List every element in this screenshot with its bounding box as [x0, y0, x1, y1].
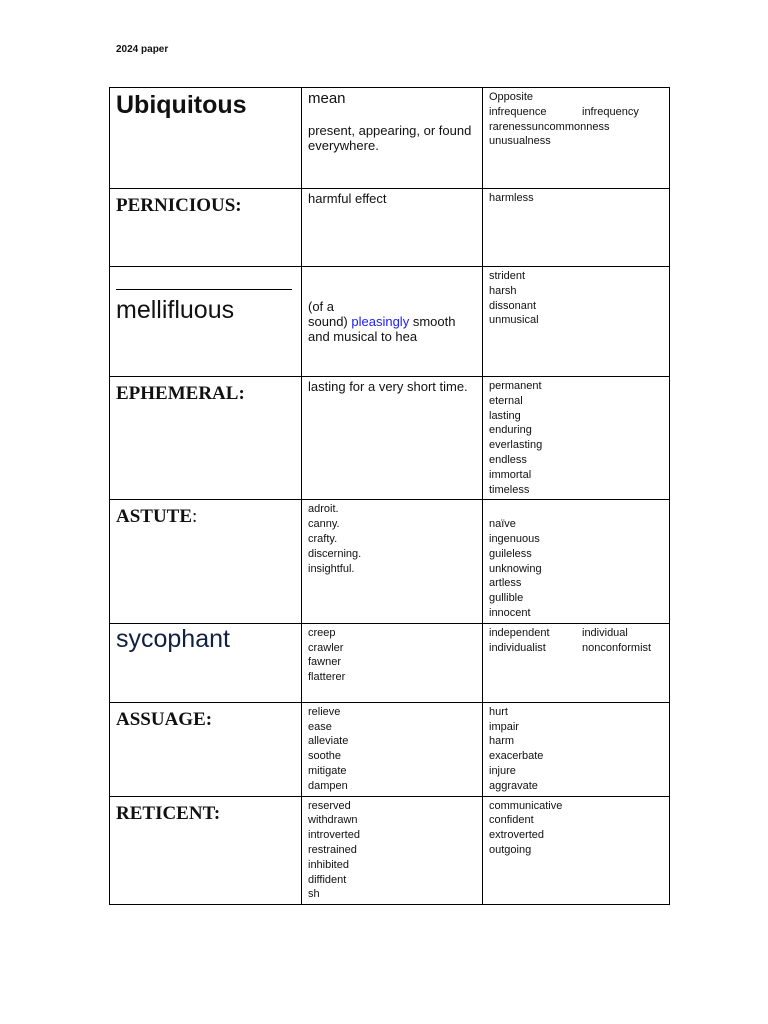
page-header: 2024 paper	[116, 44, 169, 55]
list-item: timeless	[489, 483, 530, 496]
list-item: rareness	[489, 120, 532, 133]
opposite-cell	[483, 796, 670, 905]
list-item: permanent	[489, 380, 542, 392]
vocab-word: mellifluous	[116, 296, 235, 324]
list-item: harsh	[489, 284, 517, 297]
list-item: withdrawn	[308, 814, 358, 827]
meaning-text: present, appearing, or found everywhere.	[308, 123, 472, 153]
list-item: dissonant	[489, 299, 537, 312]
list-item: introverted	[308, 829, 360, 842]
divider	[116, 289, 292, 290]
meaning-text: sound)	[308, 314, 352, 329]
word-cell	[110, 88, 302, 189]
list-item: uncommonness	[531, 120, 610, 133]
table-row	[110, 623, 670, 702]
list-item: harm	[489, 735, 515, 748]
list-item: unknowing	[489, 562, 542, 575]
vocab-word: Ubiquitous	[116, 91, 247, 119]
meaning-text: harmful effect	[308, 191, 387, 206]
list-item: individualist	[489, 641, 546, 654]
list-item: fawner	[308, 656, 342, 669]
list-item: enduring	[489, 424, 532, 437]
list-item: relieve	[308, 705, 341, 718]
list-item: sh	[308, 888, 320, 901]
word-cell	[110, 267, 302, 377]
list-item: diffident	[308, 873, 347, 886]
list-item: insightful.	[308, 562, 355, 575]
list-item: guileless	[489, 547, 532, 560]
vocab-word: ASSUAGE:	[116, 708, 213, 730]
meaning-text: lasting for a very short time.	[308, 379, 468, 394]
word-cell	[110, 189, 302, 267]
list-item: alleviate	[308, 735, 349, 748]
list-item: artless	[489, 577, 522, 590]
vocab-word: RETICENT:	[116, 802, 221, 824]
list-item: flatterer	[308, 671, 346, 684]
word-cell	[110, 796, 302, 905]
list-item: outgoing	[489, 843, 532, 856]
list-item: discerning.	[308, 547, 362, 560]
table-row	[110, 377, 670, 500]
list-item: injure	[489, 764, 516, 777]
list-item: crafty.	[308, 532, 338, 545]
list-item: infrequence	[489, 105, 547, 118]
list-item: harmless	[489, 192, 534, 204]
meaning-cell	[302, 500, 483, 623]
list-item: lasting	[489, 409, 521, 422]
list-item: creep	[308, 626, 336, 639]
list-item: strident	[489, 270, 526, 282]
list-item: naïve	[489, 518, 516, 531]
list-item: independent	[489, 626, 550, 639]
opposite-header: Opposite	[489, 91, 534, 103]
meaning-text: smooth	[409, 314, 456, 329]
list-item: mitigate	[308, 764, 347, 777]
list-item: adroit.	[308, 503, 339, 516]
list-item: unusualness	[489, 135, 551, 148]
list-item: eternal	[489, 394, 523, 407]
opposite-cell	[483, 702, 670, 796]
vocabulary-table	[109, 87, 670, 905]
list-item: individual	[582, 626, 628, 639]
vocab-word: sycophant	[116, 624, 230, 653]
meaning-cell	[302, 267, 483, 377]
meaning-cell	[302, 796, 483, 905]
list-item: ease	[308, 720, 332, 733]
word-cell	[110, 702, 302, 796]
meaning-text: and musical to hea	[308, 329, 418, 344]
meaning-cell	[302, 189, 483, 267]
list-item: endless	[489, 453, 527, 466]
table-row	[110, 189, 670, 267]
opposite-cell	[483, 189, 670, 267]
list-item: impair	[489, 720, 519, 733]
opposite-cell	[483, 88, 670, 189]
opposite-cell	[483, 500, 670, 623]
list-item: exacerbate	[489, 750, 544, 763]
list-item: dampen	[308, 779, 348, 792]
word-suffix: :	[192, 506, 198, 528]
mean-header: mean	[308, 90, 346, 107]
meaning-text: (of a	[308, 299, 335, 314]
list-item: aggravate	[489, 779, 538, 792]
word-cell	[110, 623, 302, 702]
meaning-cell	[302, 377, 483, 500]
table-row	[110, 796, 670, 905]
list-item: reserved	[308, 799, 351, 812]
table-row	[110, 702, 670, 796]
opposite-cell	[483, 377, 670, 500]
opposite-cell	[483, 623, 670, 702]
list-item: restrained	[308, 843, 357, 856]
vocab-word: EPHEMERAL:	[116, 383, 245, 404]
list-item: innocent	[489, 606, 531, 619]
list-item: immortal	[489, 468, 532, 481]
highlighted-word: pleasingly	[351, 314, 410, 329]
meaning-cell	[302, 623, 483, 702]
table-row	[110, 88, 670, 189]
word-cell	[110, 500, 302, 623]
list-item: confident	[489, 814, 534, 827]
list-item: gullible	[489, 592, 524, 605]
list-item: soothe	[308, 750, 342, 763]
list-item: everlasting	[489, 439, 543, 452]
list-item: nonconformist	[582, 641, 652, 654]
list-item: infrequency	[582, 105, 639, 118]
list-item: crawler	[308, 641, 344, 654]
list-item: inhibited	[308, 858, 349, 871]
opposite-cell	[483, 267, 670, 377]
list-item: communicative	[489, 799, 563, 812]
table-row	[110, 267, 670, 377]
meaning-cell	[302, 88, 483, 189]
list-item: ingenuous	[489, 532, 540, 545]
list-item: hurt	[489, 705, 508, 718]
vocab-word: PERNICIOUS:	[116, 195, 242, 216]
list-item: extroverted	[489, 829, 545, 842]
word-cell	[110, 377, 302, 500]
meaning-cell	[302, 702, 483, 796]
list-item: unmusical	[489, 314, 539, 327]
list-item: canny.	[308, 518, 340, 531]
vocab-word: ASTUTE	[116, 506, 193, 528]
table-row	[110, 500, 670, 623]
